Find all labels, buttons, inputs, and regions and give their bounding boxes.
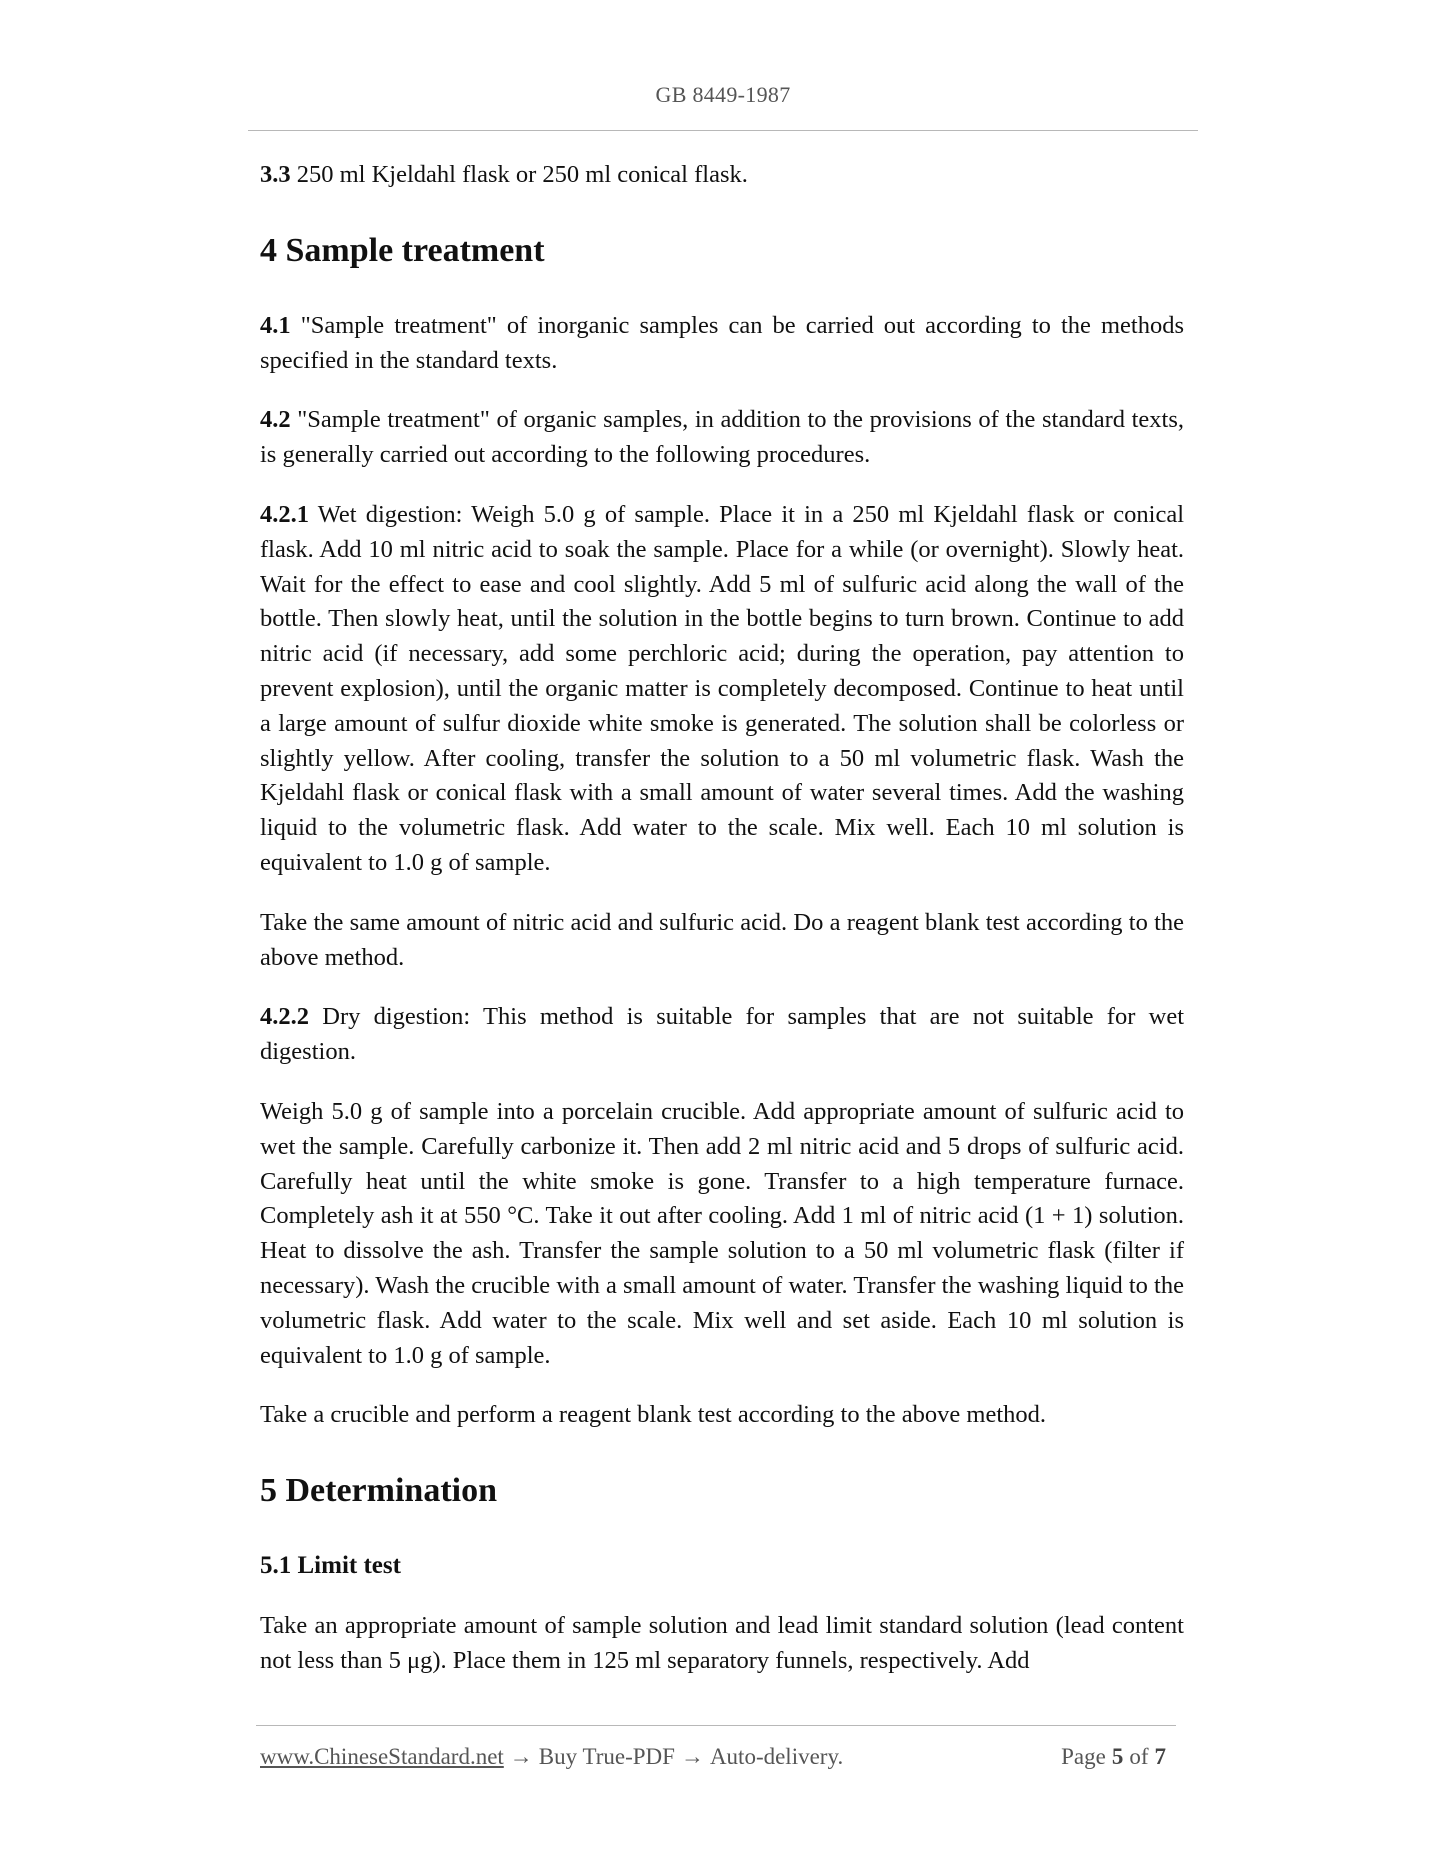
clause-number: 4.2.2 [260,1003,309,1031]
paragraph-text: Dry digestion: This method is suitable for samples that are not suitable for wet digestion. [260,1003,1184,1066]
subsection-heading-5-1: 5.1 Limit test [260,1552,401,1580]
paragraph-4-2 [260,403,1184,473]
document-body [260,158,1184,1704]
section-heading-4: 4 Sample treatment [260,231,545,269]
paragraph-4-2-2-blank: Take a crucible and perform a reagent blank test according to the above method. [260,1401,1047,1429]
page-of-label: of [1129,1744,1149,1769]
clause-number: 4.1 [260,311,291,339]
paragraph-4-2-1 [260,498,1184,881]
clause-number: 3.3 [260,161,291,188]
clause-number: 4.2.1 [260,500,309,528]
paragraph-4-2-2 [260,1000,1184,1070]
paragraph-3-3 [260,158,1184,193]
paragraph-text: 250 ml Kjeldahl flask or 250 ml conical flask. [290,161,748,188]
auto-delivery-text: Auto-delivery. [709,1744,844,1769]
clause-number: 4.2 [260,406,291,434]
page-indicator [1061,1744,1172,1770]
total-page-number: 7 [1154,1744,1166,1769]
paragraph-text: "Sample treatment" of organic samples, in addition to the provisions of the standard texts, is generally carried out according to the following procedures. [260,406,1184,469]
paragraph-4-1 [260,309,1184,379]
website-link[interactable]: www.ChineseStandard.net [260,1744,504,1769]
section-heading-5: 5 Determination [260,1472,498,1510]
arrow-right-icon: → [680,1744,704,1769]
page-header: GB 8449-1987 [655,82,791,107]
paragraph-text: "Sample treatment" of inorganic samples can be carried out according to the methods specified in the standard texts. [260,311,1184,374]
header-divider [248,130,1198,131]
arrow-right-icon: → [509,1744,533,1769]
paragraph-4-2-1-blank: Take the same amount of nitric acid and sulfuric acid. Do a reagent blank test according to the above method. [260,908,1184,971]
paragraph-5-1: Take an appropriate amount of sample solution and lead limit standard solution (lead content not less than 5 μg). Place them in 125 ml separatory funnels, respectively. Add [260,1612,1184,1674]
buy-pdf-text: Buy True-PDF [538,1744,675,1769]
footer-promo [260,1744,843,1770]
page-footer [260,1744,1172,1770]
footer-divider [256,1725,1176,1726]
current-page-number: 5 [1111,1744,1124,1769]
page-label: Page [1061,1744,1106,1769]
paragraph-4-2-2-procedure: Weigh 5.0 g of sample into a porcelain crucible. Add appropriate amount of sulfuric acid to wet the sample. Carefully carbonize it. Then add 2 ml nitric acid and 5 drops of sulfuric acid. Carefully heat until the white smoke is gone. Transfer to a high temperature furnace. Completely ash it at 550 °C. Take it out after cooling. Add 1 ml of nitric acid (1 + 1) solution. Heat to dissolve the ash. Transfer the sample solution to a 50 ml volumetric flask (filter if necessary). Wash the crucible with a small amount of water. Transfer the washing liquid to the volumetric flask. Add water to the scale. Mix well and set aside. Each 10 ml solution is equivalent to 1.0 g of sample. [260,1097,1184,1369]
paragraph-text: Wet digestion: Weigh 5.0 g of sample. Place it in a 250 ml Kjeldahl flask or conical flask. Add 10 ml nitric acid to soak the sample. Place for a while (or overnight). Slowly heat. Wait for the effect to ease and cool slightly. Add 5 ml of sulfuric acid along the wall of the bottle. Then slowly heat, until the solution in the bottle begins to turn brown. Continue to add nitric acid (if necessary, add some perchloric acid; during the operation, pay attention to prevent explosion), until the organic matter is completely decomposed. Continue to heat until a large amount of sulfur dioxide white smoke is generated. The solution shall be colorless or slightly yellow. After cooling, transfer the solution to a 50 ml volumetric flask. Wash the Kjeldahl flask or conical flask with a small amount of water several times. Add the washing liquid to the volumetric flask. Add water to the scale. Mix well. Each 10 ml solution is equivalent to 1.0 g of sample. [260,500,1184,876]
